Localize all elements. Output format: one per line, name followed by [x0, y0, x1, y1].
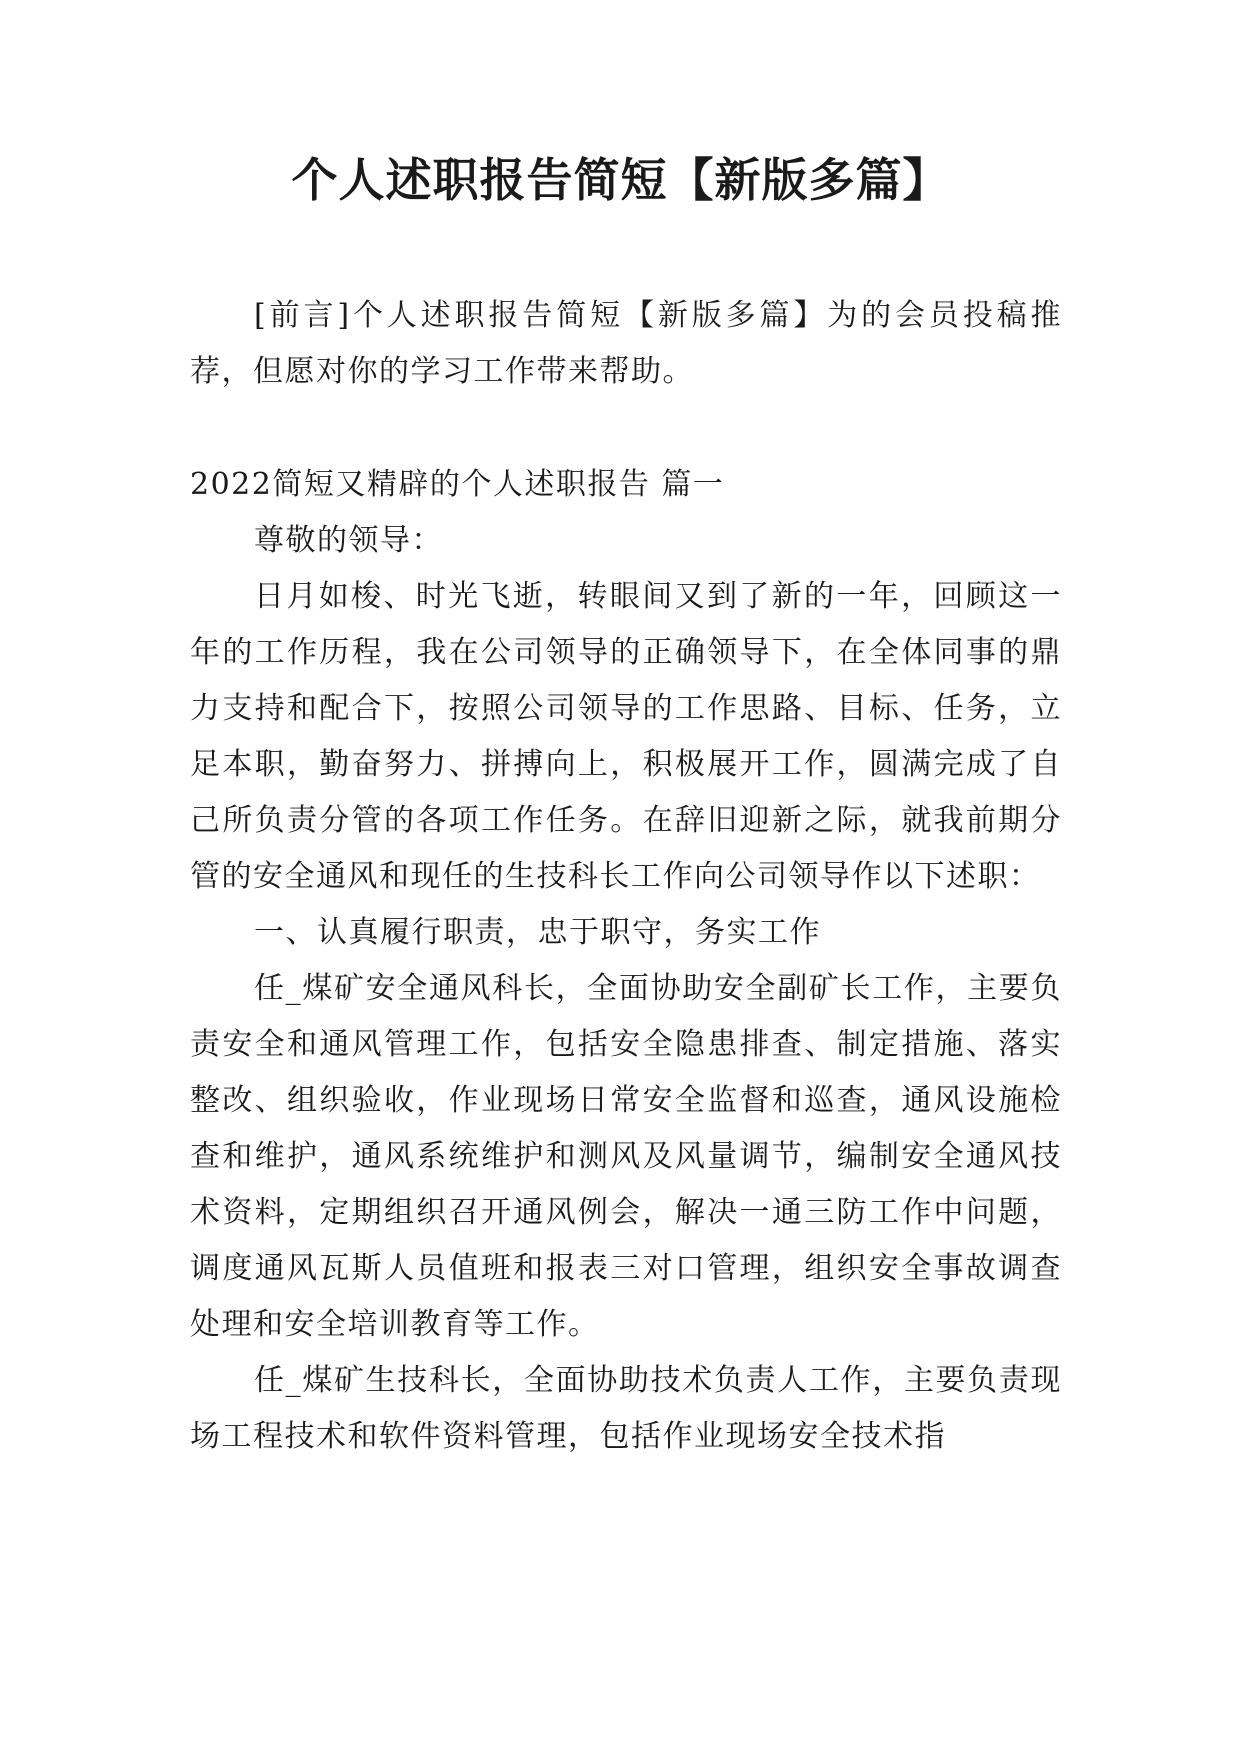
document-title: 个人述职报告简短【新版多篇】	[291, 153, 950, 207]
body-paragraph: 日月如梭、时光飞逝，转眼间又到了新的一年，回顾这一年的工作历程，我在公司领导的正确领导下，在全体同事的鼎力支持和配合下，按照公司领导的工作思路、目标、任务，立足本职，勤奋努力、拼搏向上，积极展开工作，圆满完成了自己所负责分管的各项工作任务。在辞旧迎新之际，就我前期分管的安全通风和现任的生技科长工作向公司领导作以下述职：	[190, 579, 1062, 894]
body-paragraph: 任_煤矿安全通风科长，全面协助安全副矿长工作，主要负责安全和通风管理工作，包括安全隐患排查、制定措施、落实整改、组织验收，作业现场日常安全监督和巡查，通风设施检查和维护，通风系统维护和测风及风量调节，编制安全通风技术资料，定期组织召开通风例会，解决一通三防工作中问题，调度通风瓦斯人员值班和报表三对口管理，组织安全事故调查处理和安全培训教育等工作。	[190, 971, 1062, 1342]
section-heading: 2022简短又精辟的个人述职报告 篇一	[190, 467, 725, 502]
document-body	[190, 288, 1062, 1465]
body-paragraph: 任_煤矿生技科长，全面协助技术负责人工作，主要负责现场工程技术和软件资料管理，包括作业现场安全技术指	[190, 1363, 1062, 1454]
salutation: 尊敬的领导：	[254, 523, 443, 558]
preface-paragraph: [前言]个人述职报告简短【新版多篇】为的会员投稿推荐，但愿对你的学习工作带来帮助。	[190, 298, 1062, 389]
body-subheading: 一、认真履行职责，忠于职守，务实工作	[254, 915, 821, 950]
